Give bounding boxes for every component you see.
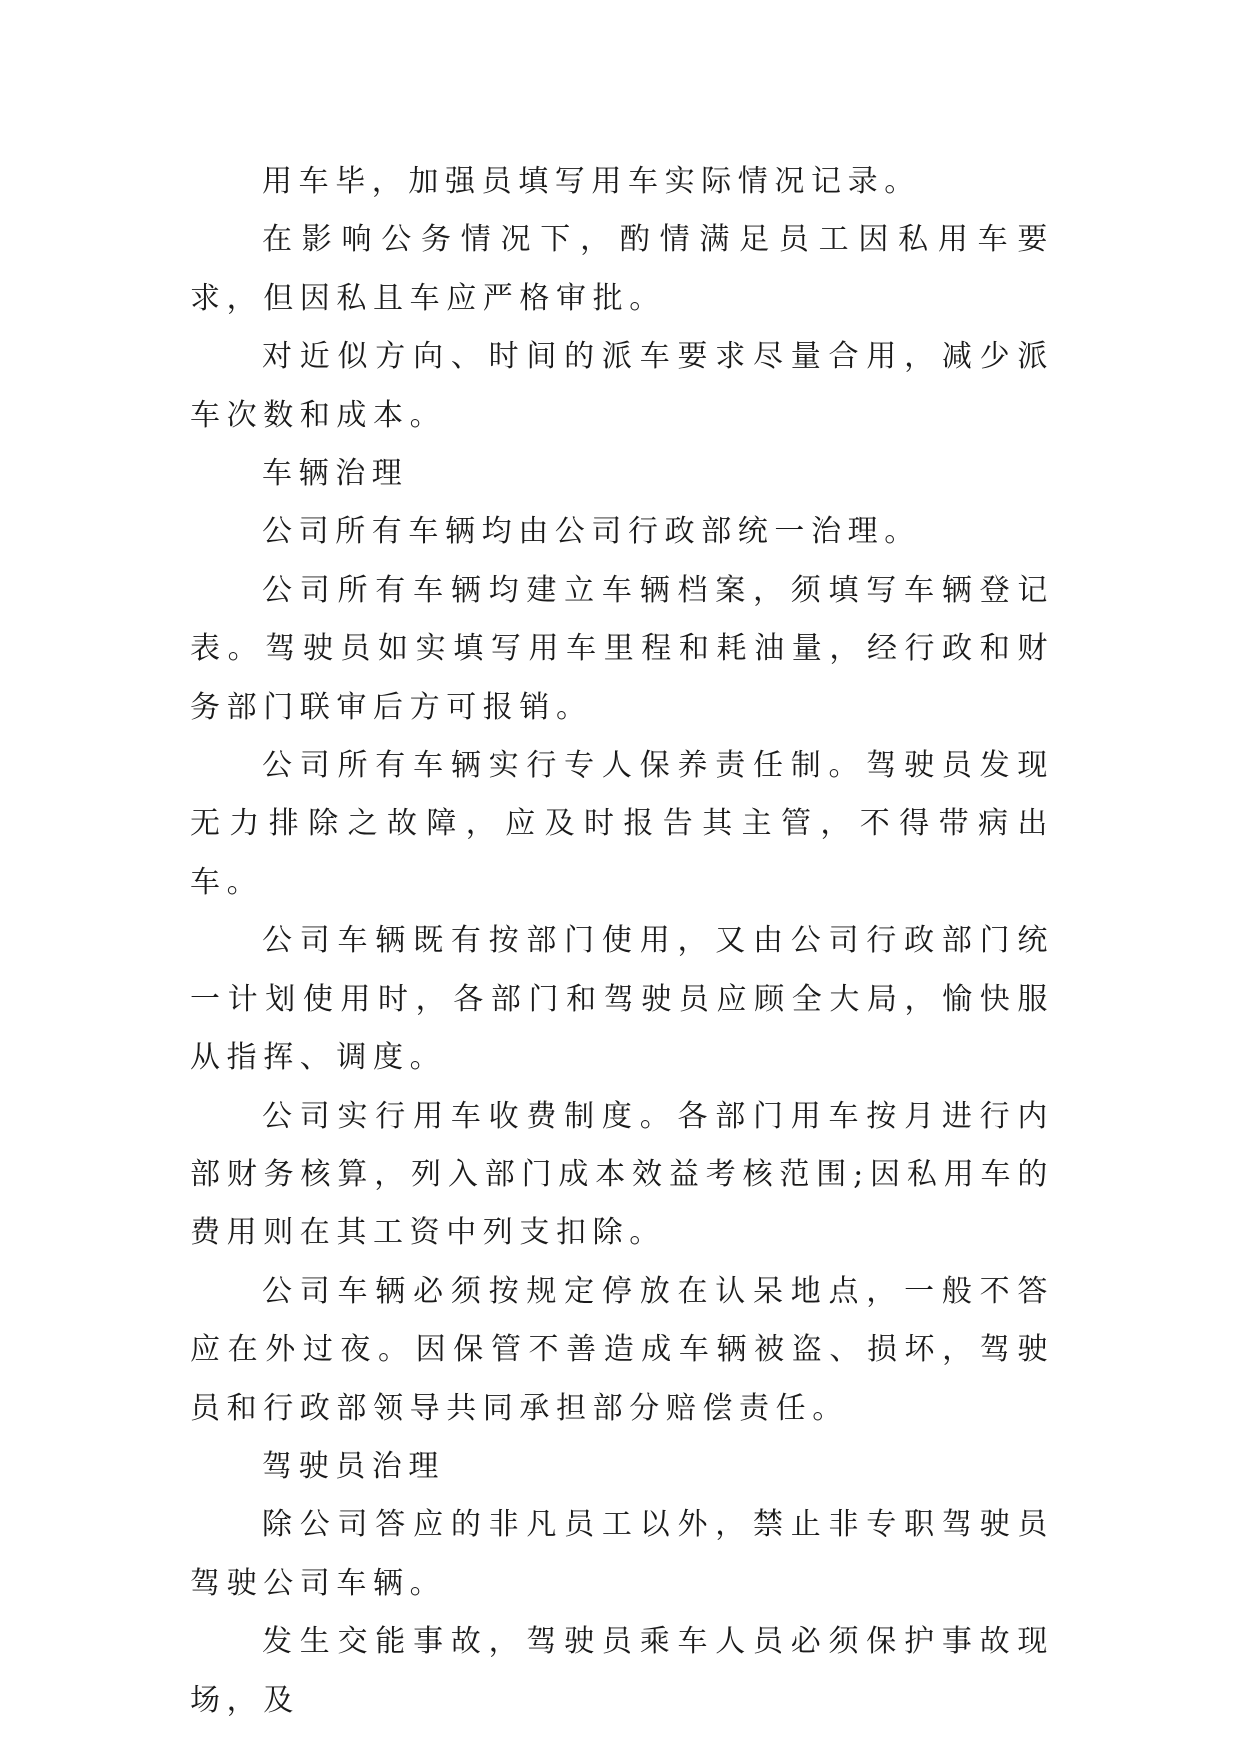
paragraph: 除公司答应的非凡员工以外，禁止非专职驾驶员驾驶公司车辆。 [190,1507,1054,1601]
paragraph: 用车毕，加强员填写用车实际情况记录。 [262,164,921,199]
paragraph: 公司所有车辆均建立车辆档案，须填写车辆登记表。驾驶员如实填写用车里程和耗油量，经行政和财务部门联审后方可报销。 [190,572,1054,725]
paragraph: 公司车辆既有按部门使用，又由公司行政部门统一计划使用时，各部门和驾驶员应顾全大局，愉快服从指挥、调度。 [190,923,1054,1076]
paragraph: 公司所有车辆均由公司行政部统一治理。 [262,514,921,550]
paragraph: 发生交能事故，驾驶员乘车人员必须保护事故现场，及 [190,1624,1054,1718]
paragraph: 对近似方向、时间的派车要求尽量合用，减少派车次数和成本。 [190,339,1054,433]
paragraph: 公司所有车辆实行专人保养责任制。驾驶员发现无力排除之故障，应及时报告其主管，不得带病出车。 [190,748,1054,900]
section-heading-driver-management: 驾驶员治理 [262,1448,445,1484]
paragraph: 在影响公务情况下，酌情满足员工因私用车要求，但因私且车应严格审批。 [190,222,1054,316]
section-heading-vehicle-management: 车辆治理 [262,456,409,492]
paragraph: 公司实行用车收费制度。各部门用车按月进行内部财务核算，列入部门成本效益考核范围;因私用车的费用则在其工资中列支扣除。 [190,1098,1054,1251]
paragraph: 公司车辆必须按规定停放在认呆地点，一般不答应在外过夜。因保管不善造成车辆被盗、损坏，驾驶员和行政部领导共同承担部分赔偿责任。 [190,1273,1054,1426]
document-body [190,153,1054,1730]
